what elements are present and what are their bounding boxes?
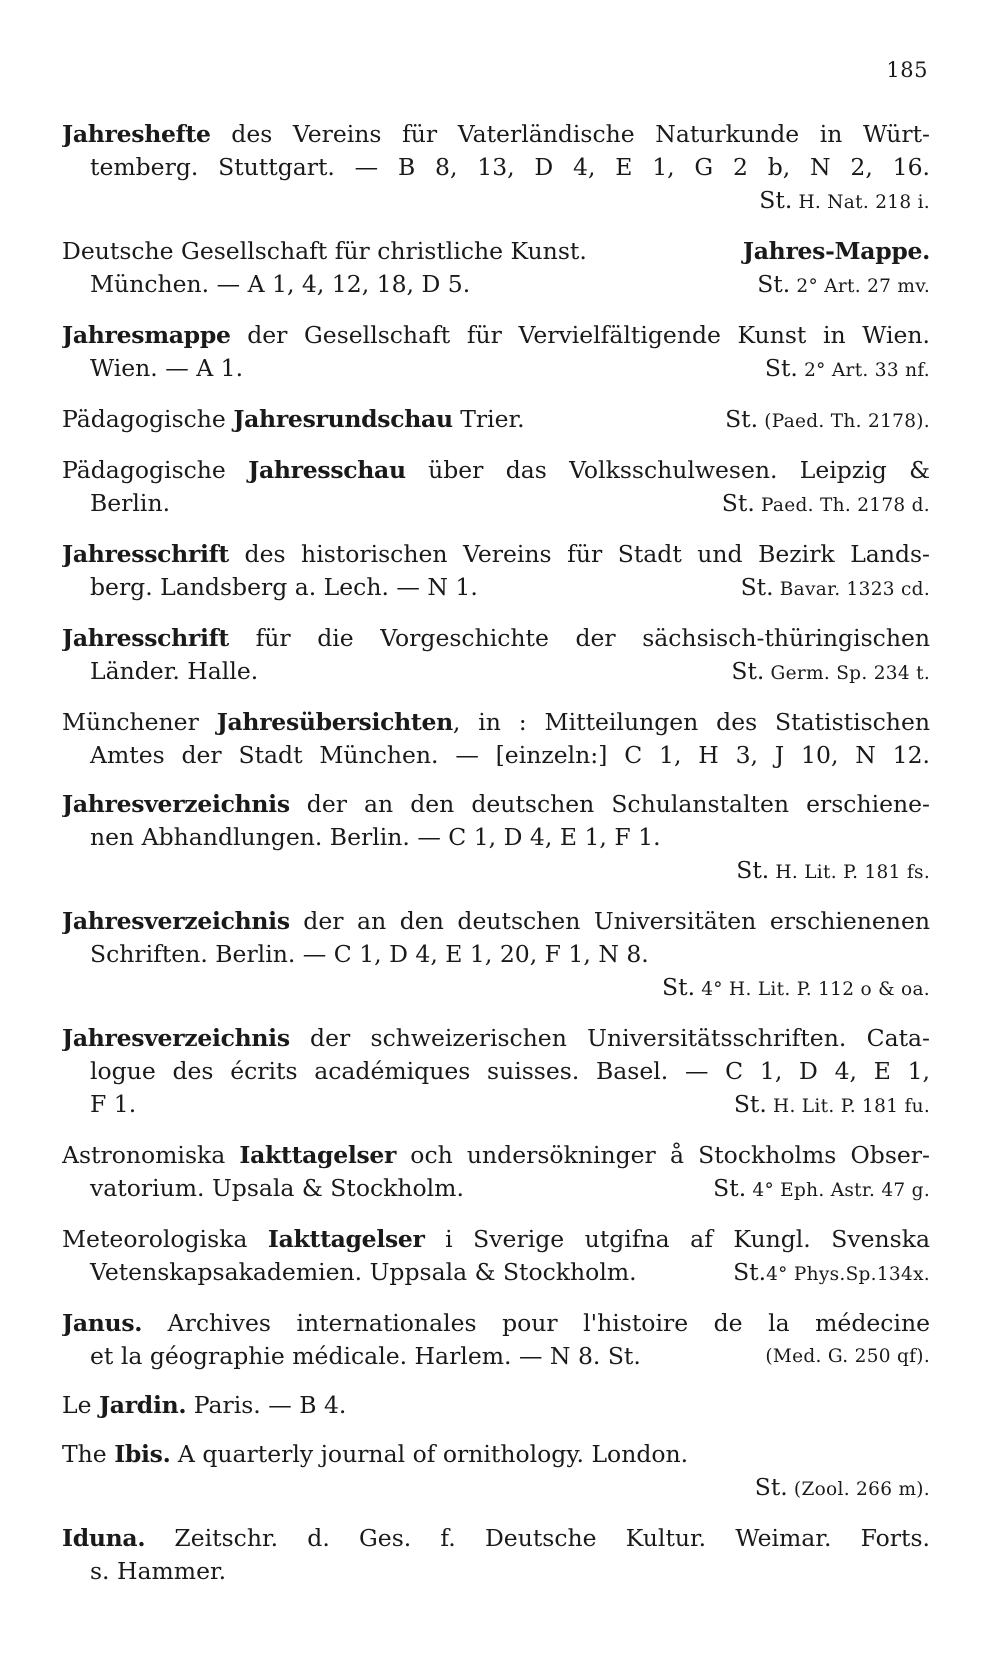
entry-line: [62, 655, 930, 690]
entry-line: [62, 571, 930, 606]
entry-text: Vetenskapsakademien. Uppsala & Stockholm.: [90, 1258, 637, 1286]
entry-line: [62, 235, 930, 268]
entry-text: F 1.: [90, 1090, 137, 1118]
entry-line: [62, 319, 930, 352]
shelf-mark-prefix: St.: [736, 856, 770, 884]
shelf-mark-prefix: St.: [731, 657, 765, 685]
entry-text: A quarterly journal of ornithology. London.: [170, 1440, 689, 1468]
shelf-mark: [62, 1471, 930, 1506]
entry-text: Pädagogische: [62, 405, 234, 433]
entry-jahresverzeichnis-universitaeten: [62, 905, 930, 1006]
entry-astronomiska-iakttagelser: [62, 1139, 930, 1207]
shelf-mark: [733, 1256, 930, 1291]
entry-text: der schweizerischen Universitätsschriften. Cata-: [289, 1024, 930, 1052]
shelf-mark-code: (Zool. 266 m).: [787, 1479, 930, 1500]
entry-line: [62, 268, 930, 303]
entry-line: nen Abhandlungen. Berlin. — C 1, D 4, E 1, F 1.: [90, 823, 661, 851]
entry-line: temberg. Stuttgart. — B 8, 13, D 4, E 1, G 2 b, N 2, 16.: [90, 153, 930, 181]
entry-keyword: Janus.: [62, 1309, 143, 1337]
entry-line: [62, 788, 930, 821]
entry-text: och undersökninger å Stockholms Obser-: [396, 1141, 930, 1169]
entry-line: [62, 454, 930, 487]
shelf-mark: [731, 655, 930, 690]
shelf-mark-prefix: St.: [713, 1174, 747, 1202]
entry-line: [62, 905, 930, 938]
entry-text: The: [62, 1440, 115, 1468]
shelf-mark-code: H. Lit. P. 181 fs.: [769, 862, 930, 883]
shelf-mark-prefix: St.: [721, 489, 755, 517]
entry-text: Meteorologiska: [62, 1225, 268, 1253]
entry-line: [62, 118, 930, 151]
entry-text: Pädagogische: [62, 456, 249, 484]
entry-jahresrundschau: [62, 403, 930, 438]
entry-text: für die Vorgeschichte der sächsisch-thüringischen: [229, 624, 930, 652]
shelf-mark-prefix: St.: [725, 405, 759, 433]
shelf-mark-prefix: St.: [754, 1473, 788, 1501]
shelf-mark: [757, 268, 930, 303]
entry-jahresschrift-vorgeschichte: [62, 622, 930, 690]
entry-line: [62, 1088, 930, 1123]
shelf-mark-code: Paed. Th. 2178 d.: [754, 495, 930, 516]
shelf-mark-code: Germ. Sp. 234 t.: [764, 663, 930, 684]
shelf-mark-prefix: St.: [740, 573, 774, 601]
entry-line: [62, 1139, 930, 1172]
entry-jahresverzeichnis-schulanstalten: [62, 788, 930, 889]
entry-line: [62, 1389, 930, 1422]
entry-keyword: Jahresschau: [248, 456, 406, 484]
entry-text: Archives internationales pour l'histoire de la médecine: [142, 1309, 930, 1337]
entry-text: der an den deutschen Schulanstalten erschiene-: [289, 790, 930, 818]
shelf-mark-code: H. Nat. 218 i.: [792, 192, 930, 213]
entry-keyword: Jahres-Mappe.: [742, 237, 930, 265]
shelf-mark-code: H. Lit. P. 181 fu.: [766, 1096, 930, 1117]
entry-line: [62, 487, 930, 522]
entry-janus: [62, 1307, 930, 1373]
entry-line: [62, 706, 930, 739]
entry-line: Amtes der Stadt München. — [einzeln:] C 1, H 3, J 10, N 12.: [90, 741, 930, 769]
entry-keyword: Jahresmappe: [62, 321, 231, 349]
shelf-mark-code: 2° Art. 27 mv.: [790, 276, 930, 297]
entry-le-jardin: [62, 1389, 930, 1422]
entry-line: [62, 352, 930, 387]
entry-text: des historischen Vereins für Stadt und Bezirk Lands-: [229, 540, 930, 568]
entry-text: der an den deutschen Universitäten erschienenen: [289, 907, 930, 935]
bibliography-entries: [62, 118, 930, 1604]
entry-keyword: Jahresrundschau: [233, 405, 453, 433]
entry-the-ibis: [62, 1438, 930, 1506]
entry-text: berg. Landsberg a. Lech. — N 1.: [90, 573, 478, 601]
page-number: 185: [886, 58, 928, 82]
shelf-mark: [765, 352, 930, 387]
entry-keyword: Jahresverzeichnis: [62, 790, 290, 818]
entry-text: i Sverige utgifna af Kungl. Svenska: [424, 1225, 930, 1253]
shelf-mark-code: (Paed. Th. 2178).: [758, 411, 930, 432]
entry-keyword: Jahresverzeichnis: [62, 1024, 290, 1052]
entry-line: [62, 1438, 930, 1471]
entry-text: Deutsche Gesellschaft für christliche Kunst.: [62, 237, 587, 265]
entry-jahreshefte: [62, 118, 930, 219]
shelf-mark: [62, 184, 930, 219]
entry-text: Länder. Halle.: [90, 657, 259, 685]
entry-jahresuebersichten: [62, 706, 930, 772]
entry-text: Trier.: [452, 405, 525, 433]
entry-text: Astronomiska: [62, 1141, 240, 1169]
entry-text: der Gesellschaft für Vervielfältigende Kunst in Wien.: [230, 321, 930, 349]
entry-text: Wien. — A 1.: [90, 354, 244, 382]
entry-jahresschau: [62, 454, 930, 522]
shelf-mark-prefix: St.: [757, 270, 791, 298]
entry-keyword: Ibis.: [114, 1440, 171, 1468]
entry-keyword: Jardin.: [98, 1391, 187, 1419]
entry-text: , in : Mitteilungen des Statistischen: [452, 708, 930, 736]
entry-keyword: Jahresübersichten: [216, 708, 453, 736]
shelf-mark: [62, 971, 930, 1006]
entry-keyword: Jahreshefte: [62, 120, 211, 148]
entry-line: [62, 538, 930, 571]
entry-keyword: Jahresverzeichnis: [62, 907, 290, 935]
entry-line: [62, 1256, 930, 1291]
entry-keyword: Iduna.: [62, 1524, 146, 1552]
entry-keyword: Jahresschrift: [62, 540, 229, 568]
entry-text: des Vereins für Vaterländische Naturkunde in Würt-: [210, 120, 930, 148]
entry-line: logue des écrits académiques suisses. Basel. — C 1, D 4, E 1,: [90, 1057, 930, 1085]
shelf-mark: [62, 854, 930, 889]
entry-text: vatorium. Upsala & Stockholm.: [90, 1174, 464, 1202]
entry-jahresmappe: [62, 319, 930, 387]
entry-jahres-mappe: [62, 235, 930, 303]
shelf-mark-code: 4° H. Lit. P. 112 o & oa.: [695, 979, 930, 1000]
entry-line: [62, 403, 930, 438]
entry-line: [62, 1022, 930, 1055]
entry-jahresschrift-landsberg: [62, 538, 930, 606]
shelf-mark: [741, 571, 930, 606]
shelf-mark: [713, 1172, 930, 1207]
entry-text: Zeitschr. d. Ges. f. Deutsche Kultur. Weimar. Forts.: [145, 1524, 930, 1552]
entry-keyword: Iakttagelser: [239, 1141, 397, 1169]
entry-text: über das Volksschulwesen. Leipzig &: [405, 456, 930, 484]
shelf-mark-prefix: St.: [764, 354, 798, 382]
entry-line: s. Hammer.: [90, 1557, 227, 1585]
entry-line: [62, 1172, 930, 1207]
entry-text: München. — A 1, 4, 12, 18, D 5.: [90, 270, 471, 298]
shelf-mark-prefix: St.: [759, 186, 793, 214]
shelf-mark: [734, 1088, 930, 1123]
entry-keyword: Jahresschrift: [62, 624, 229, 652]
shelf-mark-prefix: St.: [733, 1090, 767, 1118]
shelf-mark: [722, 487, 930, 522]
entry-keyword: Iakttagelser: [267, 1225, 425, 1253]
entry-iduna: [62, 1522, 930, 1588]
shelf-mark: [725, 403, 930, 438]
shelf-mark-prefix: St.: [662, 973, 696, 1001]
entry-line: Schriften. Berlin. — C 1, D 4, E 1, 20, F 1, N 8.: [90, 940, 649, 968]
shelf-mark-code: Bavar. 1323 cd.: [773, 579, 930, 600]
shelf-mark-code: (Med. G. 250 qf).: [765, 1346, 930, 1367]
shelf-mark-code: 2° Art. 33 nf.: [797, 360, 930, 381]
entry-meteorologiska-iakttagelser: [62, 1223, 930, 1291]
entry-text: Paris. — B 4.: [186, 1391, 347, 1419]
shelf-mark-code: 4° Eph. Astr. 47 g.: [746, 1180, 930, 1201]
entry-line: [62, 1307, 930, 1340]
entry-line: [62, 1522, 930, 1555]
entry-text: Berlin.: [90, 489, 171, 517]
shelf-mark-code: 4° Phys.Sp.134x.: [766, 1264, 930, 1285]
entry-text: Le: [62, 1391, 99, 1419]
entry-text: Münchener: [62, 708, 217, 736]
shelf-mark-prefix: St.: [733, 1258, 767, 1286]
entry-text: et la géographie médicale. Harlem. — N 8. St.: [90, 1342, 641, 1370]
entry-jahresverzeichnis-schweiz: [62, 1022, 930, 1123]
entry-line: [62, 1340, 930, 1373]
entry-line: [62, 1223, 930, 1256]
entry-line: [62, 622, 930, 655]
